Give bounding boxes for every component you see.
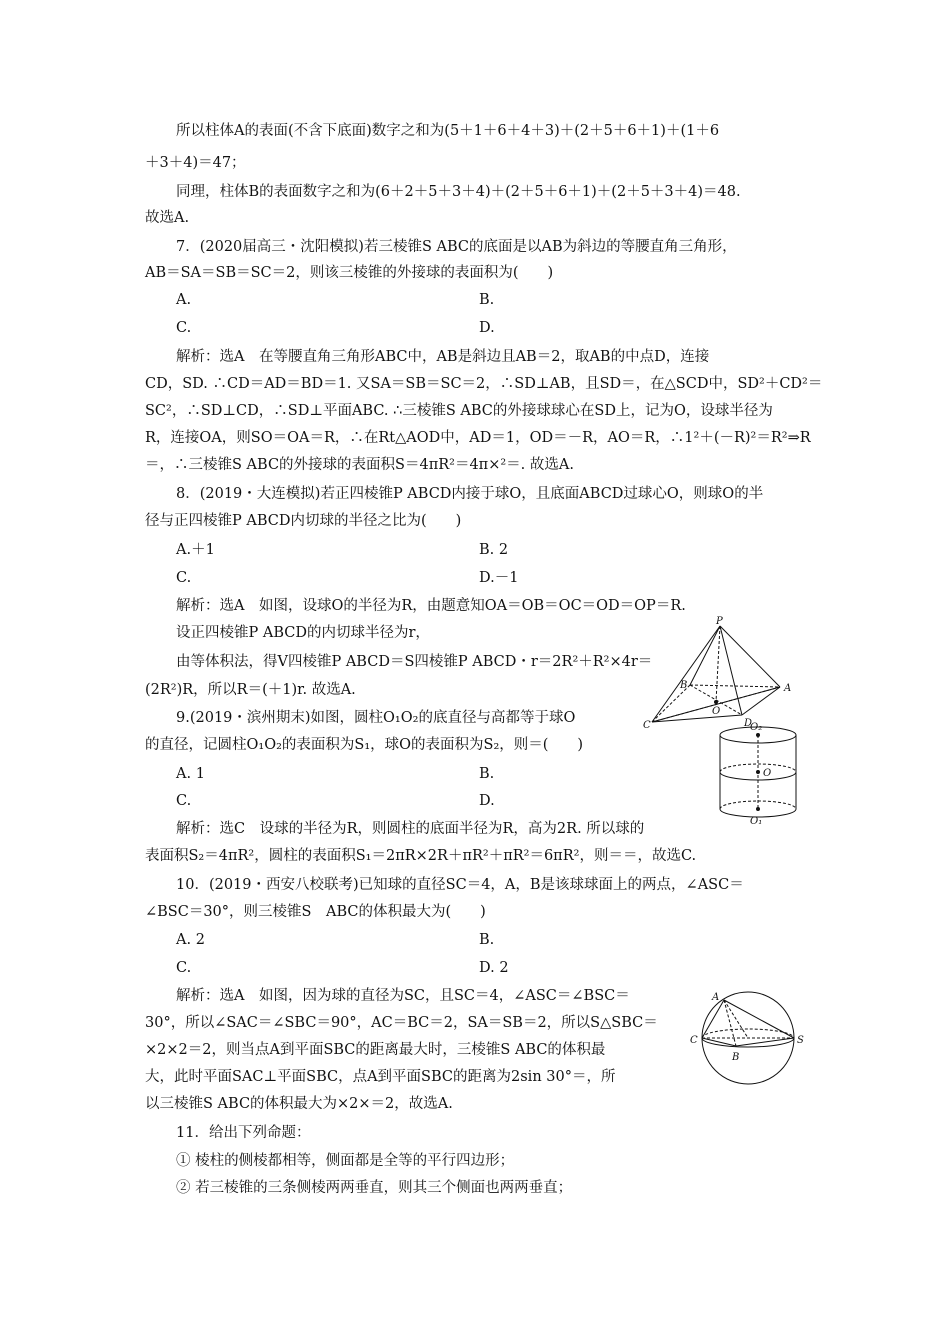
q10-option-c: C. — [176, 960, 192, 976]
q8-option-a: A.＋1 — [176, 542, 215, 558]
question-9-stem: 的直径，记圆柱O₁O₂的表面积为S₁，球O的表面积为S₂，则＝( ) — [145, 737, 584, 753]
label-p: P — [716, 616, 723, 627]
label-a: A — [784, 683, 792, 694]
text-line: 所以柱体A的表面(不含下底面)数字之和为(5＋1＋6＋4＋3)＋(2＋5＋6＋1)＋(1＋6 — [176, 123, 720, 139]
label-o2: O₂ — [750, 722, 763, 733]
q10-option-a: A. 2 — [176, 932, 205, 948]
q9-solution: 表面积S₂＝4πR²，圆柱的表面积S₁＝2πR×2R＋πR²＋πR²＝6πR²，则＝＝，故选C. — [145, 848, 697, 864]
question-10-stem: ∠BSC＝30°，则三棱锥S ABC的体积最大为( ) — [145, 904, 486, 920]
text-line: 故选A. — [145, 210, 190, 226]
question-7-stem: 7．(2020届高三・沈阳模拟)若三棱锥S ABC的底面是以AB为斜边的等腰直角三角形， — [176, 239, 737, 255]
q10-solution: 大，此时平面SAC⊥平面SBC，点A到平面SBC的距离为2sin 30°＝，所 — [145, 1069, 616, 1085]
q10-option-b: B. — [479, 932, 495, 948]
label-b: B — [732, 1052, 740, 1063]
q8-option-d: D.－1 — [479, 570, 519, 586]
q7-solution: R，连接OA，则SO＝OA＝R，∴在Rt△AOD中，AD＝1，OD＝－R，AO＝R，∴1²＋(－R)²＝R²⇒R — [145, 430, 811, 446]
proposition-1: ① 棱柱的侧棱都相等，侧面都是全等的平行四边形； — [176, 1153, 515, 1169]
q7-solution: 解析：选A 在等腰直角三角形ABC中，AB是斜边且AB＝2，取AB的中点D，连接 — [176, 349, 710, 365]
q9-solution: 解析：选C 设球的半径为R，则圆柱的底面半径为R，高为2R. 所以球的 — [176, 821, 645, 837]
label-o: O — [712, 706, 721, 717]
q7-solution: SC²，∴SD⊥CD，∴SD⊥平面ABC. ∴三棱锥S ABC的外接球球心在SD上，记为O，设球半径为 — [145, 403, 773, 419]
q7-option-d: D. — [479, 320, 495, 336]
cylinder-figure — [708, 716, 808, 834]
q9-option-b: B. — [479, 766, 495, 782]
q9-option-a: A. 1 — [176, 766, 205, 782]
q10-solution: 30°，所以∠SAC＝∠SBC＝90°，AC＝BC＝2，SA＝SB＝2，所以S△SBC＝ — [145, 1015, 658, 1031]
question-7-stem: AB＝SA＝SB＝SC＝2，则该三棱锥的外接球的表面积为( ) — [145, 265, 554, 281]
q7-option-c: C. — [176, 320, 192, 336]
q10-solution: 解析：选A 如图，因为球的直径为SC，且SC＝4，∠ASC＝∠BSC＝ — [176, 988, 630, 1004]
q7-option-a: A. — [176, 292, 192, 308]
question-8-stem: 8．(2019・大连模拟)若正四棱锥P ABCD内接于球O，且底面ABCD过球心O，则球O的半 — [176, 486, 764, 502]
q8-solution: 设正四棱锥P ABCD的内切球半径为r， — [176, 625, 430, 641]
q8-solution: 由等体积法，得V四棱锥P ABCD＝S四棱锥P ABCD・r＝2R²＋R²×4r＝ — [176, 654, 653, 670]
label-o: O — [763, 768, 772, 779]
question-10-stem: 10．(2019・西安八校联考)已知球的直径SC＝4，A，B是该球球面上的两点，∠ASC＝ — [176, 877, 744, 893]
text-line: ＋3＋4)＝47； — [145, 155, 246, 171]
q8-option-b: B. 2 — [479, 542, 509, 558]
label-o1: O₁ — [750, 816, 763, 827]
q7-option-b: B. — [479, 292, 495, 308]
q10-solution: 以三棱锥S ABC的体积最大为×2×＝2，故选A. — [145, 1096, 453, 1112]
q8-option-c: C. — [176, 570, 192, 586]
question-11-stem: 11．给出下列命题： — [176, 1125, 311, 1141]
q10-option-d: D. 2 — [479, 960, 509, 976]
question-9-stem: 9.(2019・滨州期末)如图，圆柱O₁O₂的底直径与高都等于球O — [176, 710, 576, 726]
q7-solution: ＝，∴三棱锥S ABC的外接球的表面积S＝4πR²＝4π×²＝. 故选A. — [145, 457, 574, 473]
q10-solution: ×2×2＝2，则当点A到平面SBC的距离最大时，三棱锥S ABC的体积最 — [145, 1042, 606, 1058]
text-line: 同理，柱体B的表面数字之和为(6＋2＋5＋3＋4)＋(2＋5＋6＋1)＋(2＋5＋3＋4)＝48. — [176, 184, 741, 200]
label-b: B — [680, 680, 688, 691]
label-d: D — [744, 718, 753, 729]
q8-solution: 解析：选A 如图，设球O的半径为R，由题意知OA＝OB＝OC＝OD＝OP＝R. — [176, 598, 686, 614]
q9-option-d: D. — [479, 793, 495, 809]
question-8-stem: 径与正四棱锥P ABCD内切球的半径之比为( ) — [145, 513, 462, 529]
q9-option-c: C. — [176, 793, 192, 809]
sphere-figure — [686, 986, 808, 1088]
label-a: A — [712, 992, 720, 1003]
q8-solution: (2R²)R，所以R＝(＋1)r. 故选A. — [145, 682, 356, 698]
label-s: S — [797, 1035, 804, 1046]
proposition-2: ② 若三棱锥的三条侧棱两两垂直，则其三个侧面也两两垂直； — [176, 1180, 573, 1196]
q7-solution: CD，SD. ∴CD＝AD＝BD＝1. 又SA＝SB＝SC＝2，∴SD⊥AB，且SD＝，在△SCD中，SD²＋CD²＝ — [145, 376, 823, 392]
label-c: C — [690, 1035, 698, 1046]
label-c: C — [643, 720, 651, 731]
